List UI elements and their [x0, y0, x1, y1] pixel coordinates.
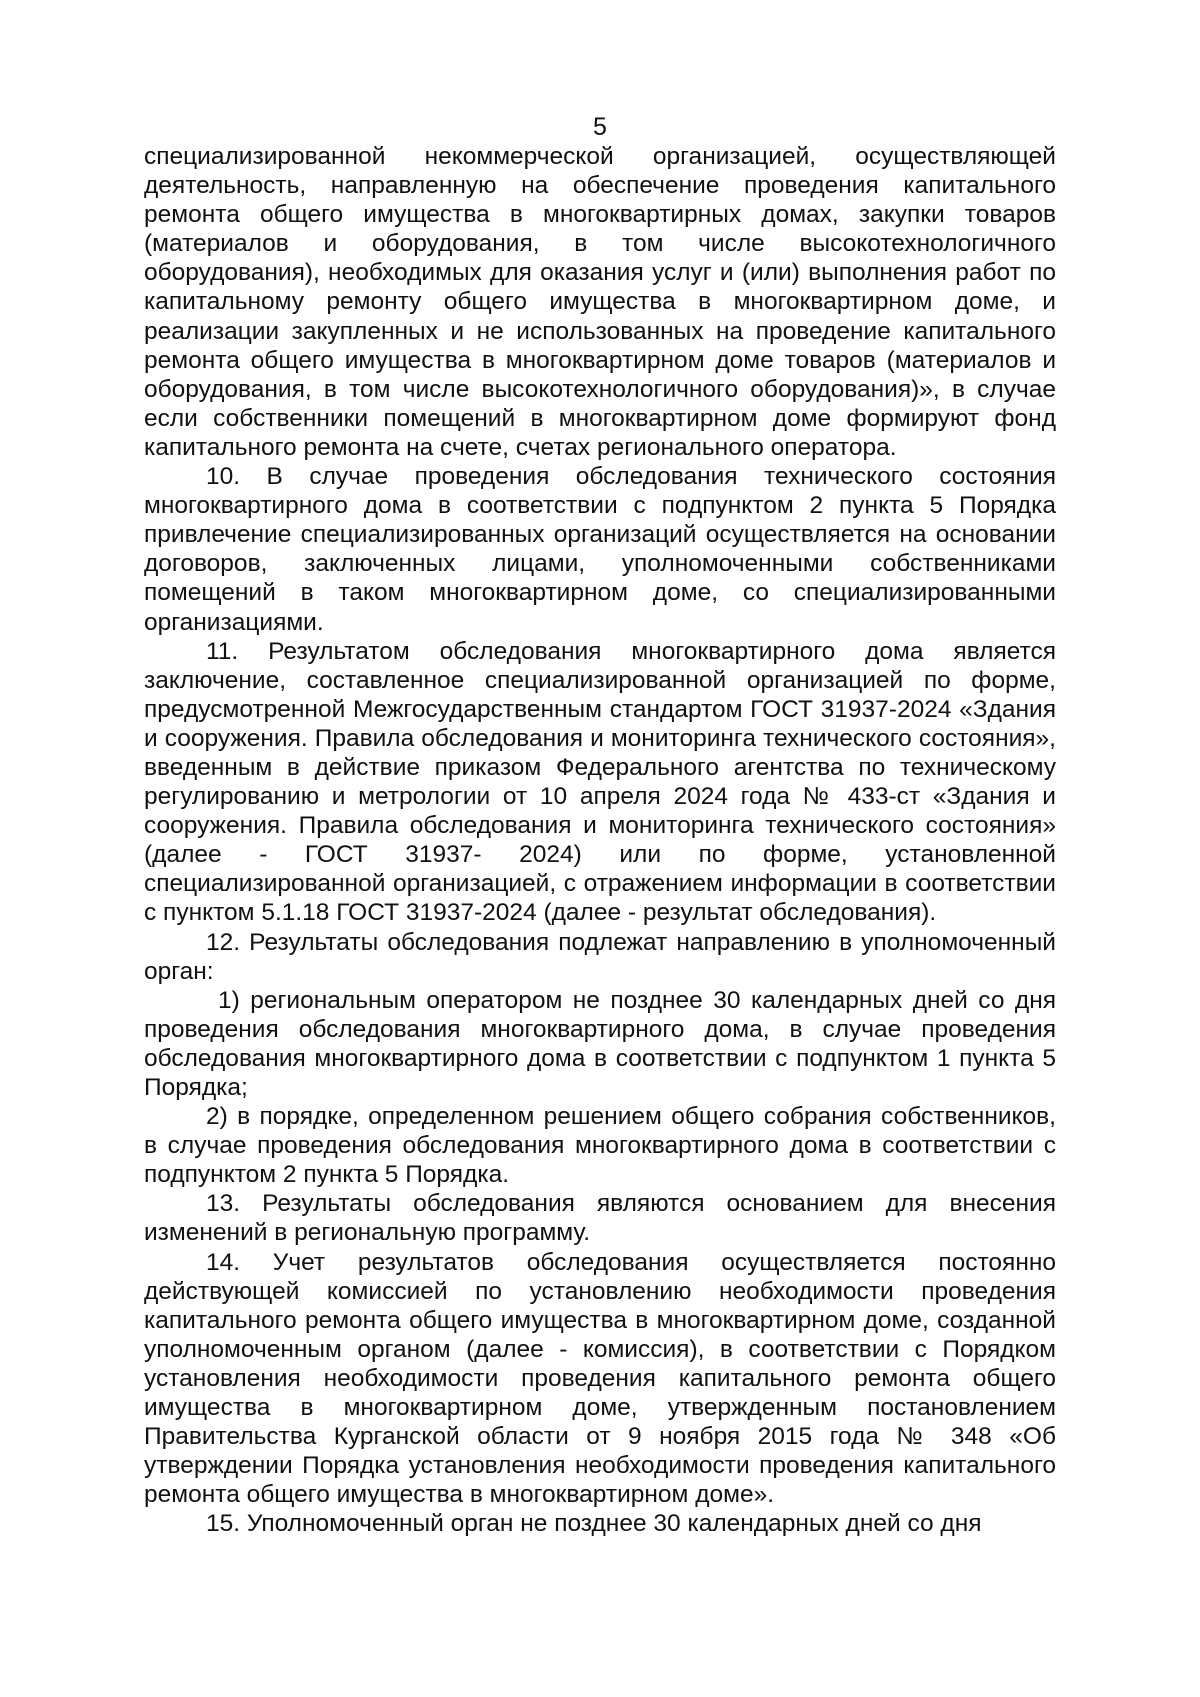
paragraph-12: 12. Результаты обследования подлежат направлению в уполномоченный орган:	[144, 928, 1056, 985]
subparagraph-12-1: 1) региональным оператором не позднее 30 календарных дней со дня проведения обследования многоквартирного дома, в случае проведения обследования многоквартирного дома в соответствии с подпунктом 1 пункта 5 Порядка;	[144, 986, 1056, 1101]
paragraph-14: 14. Учет результатов обследования осуществляется постоянно действующей комиссией по установлению необходимости проведения капитального ремонта общего имущества в многоквартирном доме, созданной уполномоченным органом (далее - комиссия), в соответствии с Порядком установления необходимости проведения капитального ремонта общего имущества в многоквартирном доме, утвержденным постановлением Правительства Курганской области от 9 ноября 2015 года № 348 «Об утверждении Порядка установления необходимости проведения капитального ремонта общего имущества в многоквартирном доме».	[144, 1248, 1056, 1509]
paragraph-15: 15. Уполномоченный орган не позднее 30 календарных дней со дня	[206, 1510, 982, 1538]
page-number: 5	[593, 113, 607, 141]
subparagraph-12-2: 2) в порядке, определенном решением общего собрания собственников, в случае проведения обследования многоквартирного дома в соответствии с подпунктом 2 пункта 5 Порядка.	[144, 1103, 1056, 1189]
paragraph-continuation: специализированной некоммерческой организацией, осуществляющей деятельность, направленную на обеспечение проведения капитального ремонта общего имущества в многоквартирных домах, закупки товаров (материалов и оборудования, в том числе высокотехнологичного оборудования), необходимых для оказания услуг и (или) выполнения работ по капитальному ремонту общего имущества в многоквартирном доме, и реализации закупленных и не использованных на проведение капитального ремонта общего имущества в многоквартирном доме товаров (материалов и оборудования, в том числе высокотехнологичного оборудования)», в случае если собственники помещений в многоквартирном доме формируют фонд капитального ремонта на счете, счетах регионального оператора.	[144, 143, 1056, 461]
paragraph-10: 10. В случае проведения обследования технического состояния многоквартирного дома в соответствии с подпунктом 2 пункта 5 Порядка привлечение специализированных организаций осуществляется на основании договоров, заключенных лицами, уполномоченными собственниками помещений в таком многоквартирном доме, со специализированными организациями.	[144, 463, 1056, 636]
document-body	[144, 142, 1056, 1539]
paragraph-11: 11. Результатом обследования многоквартирного дома является заключение, составленное специализированной организацией по форме, предусмотренной Межгосударственным стандартом ГОСТ 31937-2024 «Здания и сооружения. Правила обследования и мониторинга технического состояния», введенным в действие приказом Федерального агентства по техническому регулированию и метрологии от 10 апреля 2024 года № 433-ст «Здания и сооружения. Правила обследования и мониторинга технического состояния» (далее - ГОСТ 31937- 2024) или по форме, установленной специализированной организацией, с отражением информации в соответствии с пунктом 5.1.18 ГОСТ 31937-2024 (далее - результат обследования).	[144, 637, 1056, 927]
paragraph-13: 13. Результаты обследования являются основанием для внесения изменений в региональную программу.	[144, 1190, 1056, 1247]
